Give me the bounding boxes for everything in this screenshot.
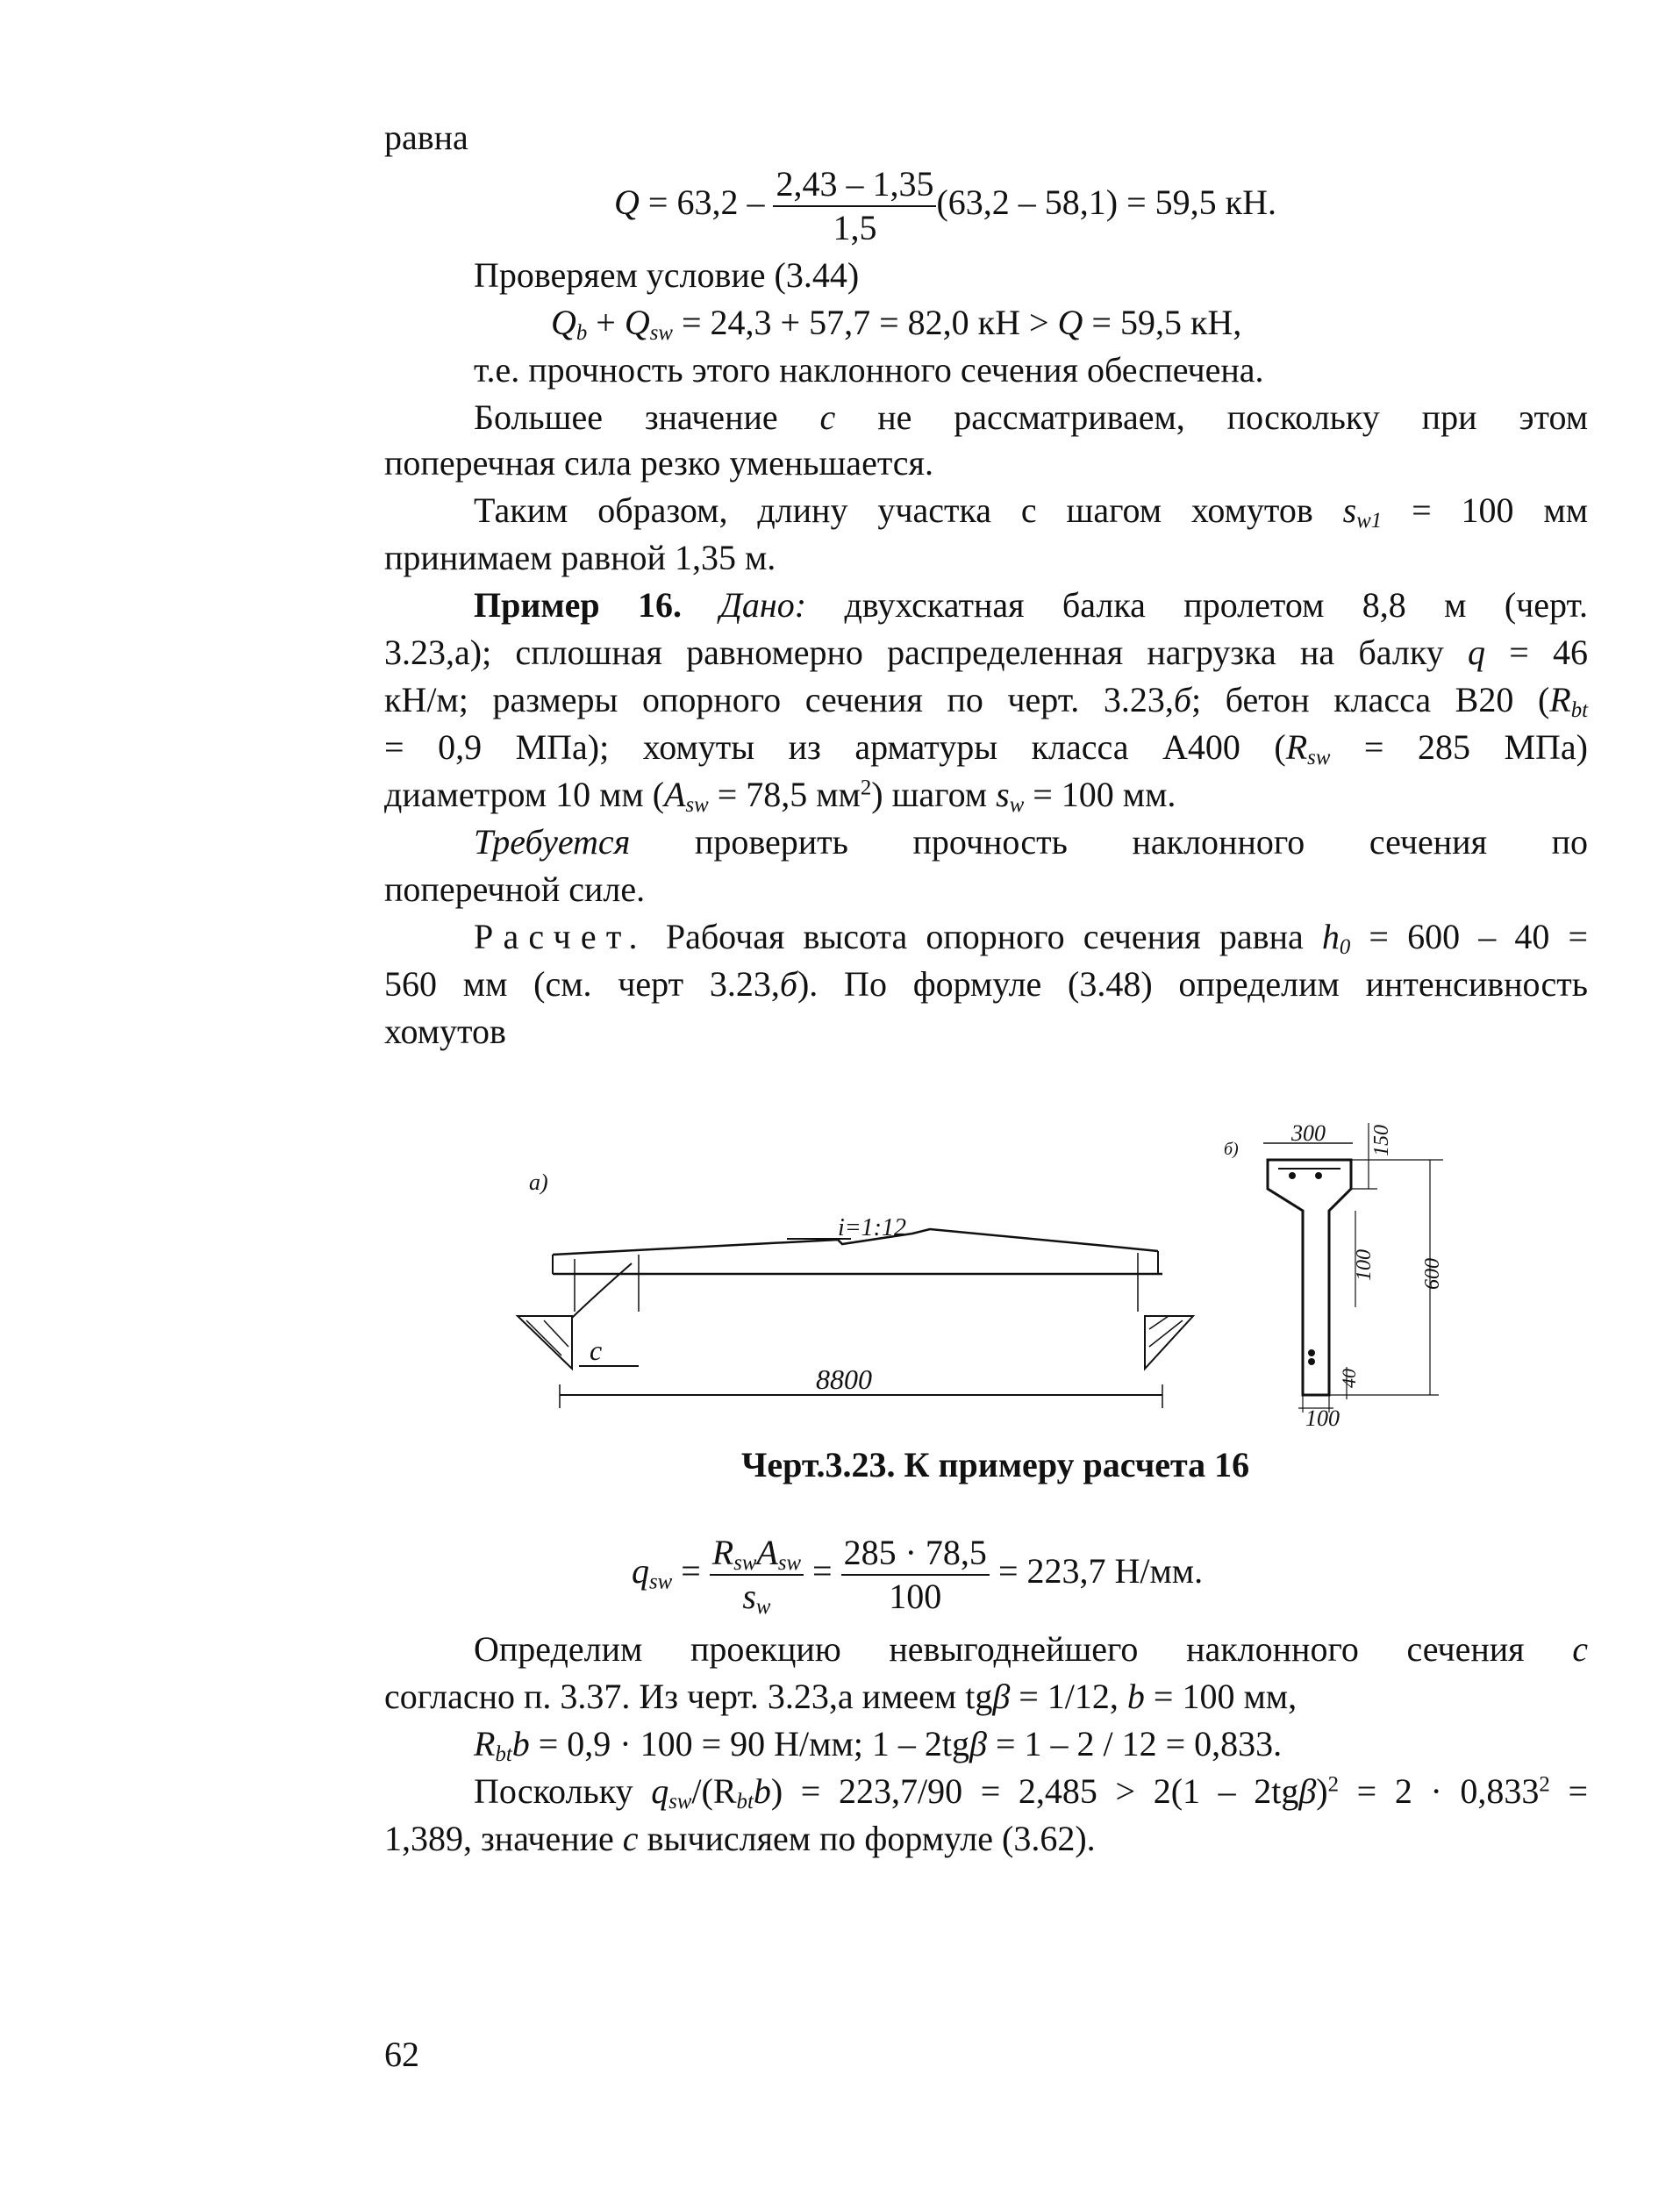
- span-label: 8800: [816, 1363, 872, 1395]
- paragraph-larger-c-line2: поперечная сила резко уменьшается.: [384, 443, 933, 483]
- paragraph-since-line2: 1,389, значение c вычисляем по формуле (3.62).: [384, 1819, 1096, 1858]
- dim-300: 300: [1291, 1120, 1326, 1146]
- page-number: 62: [384, 2035, 419, 2074]
- check-condition: Проверяем условие (3.44): [474, 255, 860, 295]
- figure-caption: Черт.3.23. К примеру расчета 16: [741, 1445, 1250, 1484]
- formula-qsw-fraction-numeric: $\frac{285 \cdot 78,5}{100}$: [841, 1535, 990, 1614]
- required-line1: Требуется проверить прочность наклонного сечения по: [474, 822, 1589, 862]
- formula-qsw: $q_{sw}$ = $\frac{R_{sw}A_{sw}}{s_w}$ = $\frac{285 \cdot 78,5}{100}$ = 223,7 Н/мм.: [632, 1533, 1204, 1620]
- paragraph-thus: Таким образом, длину участка с шагом хомутов $s_{w1} = 100$ мм: [474, 490, 1589, 533]
- formula-q: Q = 63,2 – $\frac{2,43 - 1,35}{1,5}$ (63,2 – 58,1) = 59,5 кН.: [614, 164, 1276, 247]
- formula-q-fraction: $\frac{2,43 - 1,35}{1,5}$: [773, 167, 936, 246]
- inclined-crack: [572, 1263, 632, 1318]
- rbt-b-line: $R_{bt}b = 0,9 \cdot 100 = 90$ Н/мм; 1 – 2tgβ = 1 – 2 / 12 = 0,833.: [474, 1724, 1283, 1767]
- dim-100-vertical: 100: [1353, 1249, 1376, 1281]
- slope-label: i=1:12: [838, 1214, 906, 1241]
- right-support: [1145, 1316, 1193, 1369]
- label-b: б): [1224, 1140, 1239, 1159]
- condition-formula: $Q_b + Q_{sw} = 24,3 + 57,7 = 82,0$ кН > Q = 59,5 кН,: [551, 303, 1242, 346]
- calculation-line1: Расчет. Рабочая высота опорного сечения равна $h_0 = 600 - 40$ =: [474, 917, 1589, 960]
- example-16-heading: Пример 16. Дано: двухскатная балка пролетом 8,8 м (черт.: [474, 585, 1589, 625]
- label-a: а): [529, 1170, 548, 1195]
- example-16-line3: кН/м; размеры опорного сечения по черт. 3.23,б; бетон класса В20 ($R_{bt}$: [384, 680, 1588, 723]
- example-16-line5: диаметром 10 мм ($A_{sw} = 78,5$ $мм^2$) шагом $s_w = 100$ мм.: [384, 775, 1176, 818]
- dim-600: 600: [1421, 1258, 1444, 1290]
- example-16-line2: 3.23,а); сплошная равномерно распределенная нагрузка на балку q = 46: [384, 633, 1589, 672]
- paragraph-larger-c: Большее значение c не рассматриваем, поскольку при этом: [474, 397, 1589, 437]
- example-16-line4: = 0,9 МПа); хомуты из арматуры класса А400 ($R_{sw} = 285$ МПа): [384, 727, 1588, 770]
- strength-ensured: т.е. прочность этого наклонного сечения обеспечена.: [474, 350, 1264, 390]
- dim-100-horizontal: 100: [1305, 1406, 1340, 1431]
- dim-40: 40: [1338, 1369, 1360, 1388]
- paragraph-projection: Определим проекцию невыгоднейшего наклонного сечения c: [474, 1629, 1589, 1669]
- c-label: c: [590, 1334, 603, 1366]
- paragraph-projection-line2: согласно п. 3.37. Из черт. 3.23,а имеем tgβ = 1/12, b = 100 мм,: [384, 1677, 1298, 1716]
- paragraph-thus-line2: принимаем равной 1,35 м.: [384, 538, 776, 577]
- dim-150: 150: [1370, 1125, 1393, 1156]
- formula-qsw-fraction-symbolic: $\frac{R_{sw}A_{sw}}{s_w}$: [710, 1535, 804, 1614]
- intro-word: равна: [384, 118, 468, 157]
- calculation-line3: хомутов: [384, 1012, 506, 1051]
- figure-3-23: [491, 1105, 1491, 1443]
- required-line2: поперечной силе.: [384, 869, 646, 909]
- paragraph-since: Поскольку $q_{sw}/(R_{bt}b) = 223,7/90 = 2,485 > 2(1 - 2tg\beta)^2 = 2 \cdot 0,833^2$ =: [474, 1771, 1588, 1814]
- calculation-line2: 560 мм (см. черт 3.23,б). По формуле (3.48) определим интенсивность: [384, 964, 1588, 1004]
